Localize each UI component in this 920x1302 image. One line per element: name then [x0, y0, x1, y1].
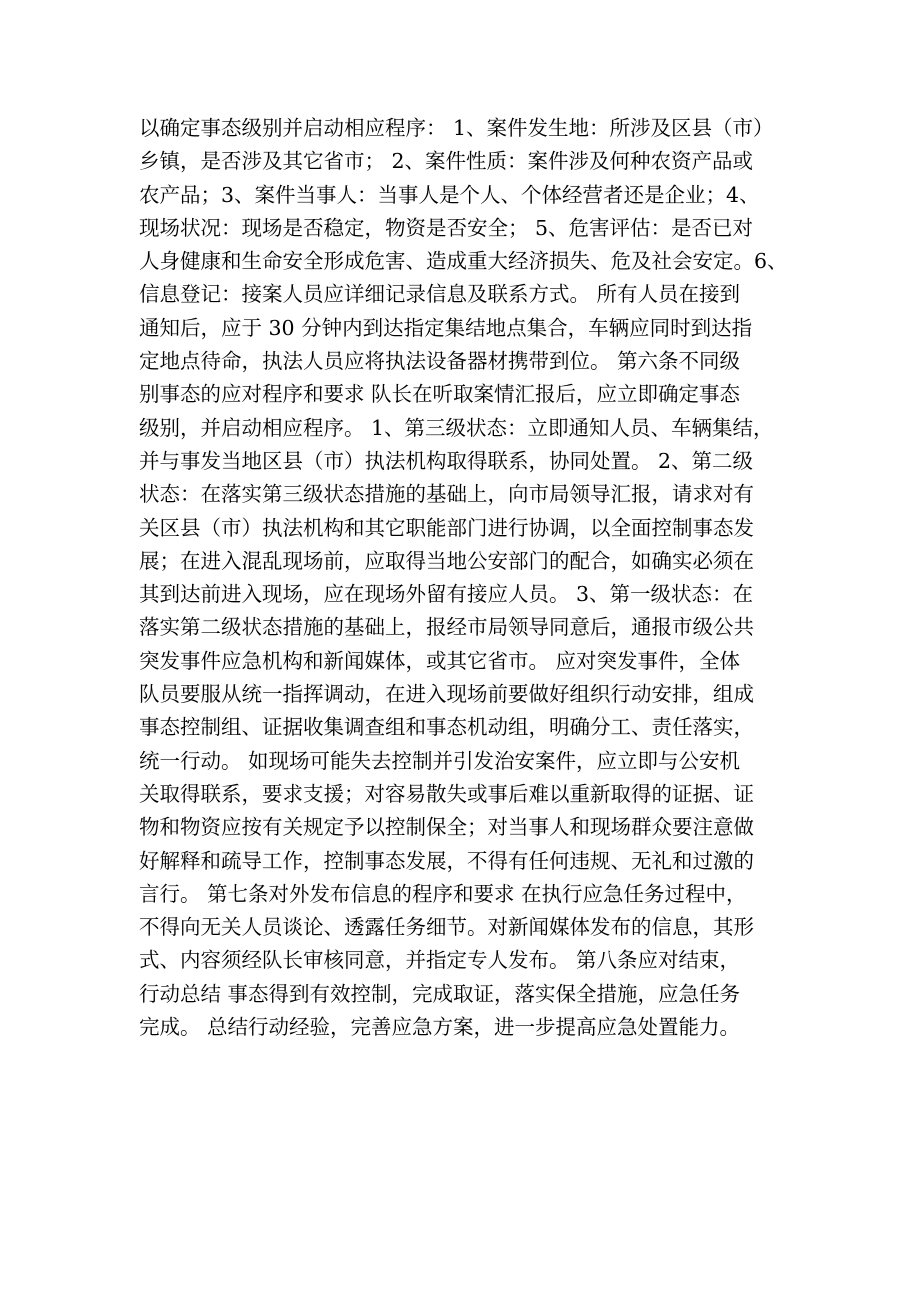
- text-line: 物和物资应按有关规定予以控制保全；对当事人和现场群众要注意做: [139, 815, 754, 840]
- text-line: 队员要服从统一指挥调动，在进入现场前要做好组织行动安排，组成: [139, 682, 754, 707]
- text-line: 通知后，应于 30 分钟内到达指定集结地点集合，车辆应同时到达指: [139, 315, 753, 340]
- text-line: 行动总结 事态得到有效控制，完成取证，落实保全措施，应急任务: [139, 981, 741, 1006]
- text-line: 落实第二级状态措施的基础上，报经市局领导同意后，通报市级公共: [139, 615, 754, 640]
- text-line: 展；在进入混乱现场前，应取得当地公安部门的配合，如确实必须在: [139, 548, 754, 573]
- text-line: 突发事件应急机构和新闻媒体，或其它省市。 应对突发事件，全体: [139, 648, 741, 673]
- text-line: 统一行动。 如现场可能失去控制并引发治安案件，应立即与公安机: [139, 748, 741, 773]
- text-line: 定地点待命，执法人员应将执法设备器材携带到位。 第六条不同级: [139, 349, 741, 374]
- text-line: 完成。 总结行动经验，完善应急方案，进一步提高应急处置能力。: [139, 1015, 741, 1040]
- text-line: 事态控制组、证据收集调查组和事态机动组，明确分工、责任落实，: [139, 715, 754, 740]
- text-line: 不得向无关人员谈论、透露任务细节。对新闻媒体发布的信息，其形: [139, 915, 754, 940]
- text-line: 关区县（市）执法机构和其它职能部门进行协调，以全面控制事态发: [139, 515, 754, 540]
- text-line: 状态：在落实第三级状态措施的基础上，向市局领导汇报，请求对有: [139, 482, 754, 507]
- text-line: 信息登记：接案人员应详细记录信息及联系方式。 所有人员在接到: [139, 282, 741, 307]
- text-line: 人身健康和生命安全形成危害、造成重大经济损失、危及社会安定。6、: [139, 249, 788, 274]
- text-line: 关取得联系，要求支援；对容易散失或事后难以重新取得的证据、证: [139, 781, 754, 806]
- text-line: 现场状况：现场是否稳定，物资是否安全； 5、危害评估：是否已对: [139, 215, 754, 240]
- text-line: 式、内容须经队长审核同意，并指定专人发布。 第八条应对结束，: [139, 948, 741, 973]
- text-line: 乡镇，是否涉及其它省市； 2、案件性质：案件涉及何种农资产品或: [139, 149, 754, 174]
- text-line: 其到达前进入现场，应在现场外留有接应人员。 3、第一级状态：在: [139, 582, 754, 607]
- text-line: 言行。 第七条对外发布信息的程序和要求 在执行应急任务过程中，: [139, 881, 747, 906]
- text-line: 农产品；3、案件当事人：当事人是个人、个体经营者还是企业；4、: [139, 182, 760, 207]
- body-text: [139, 112, 799, 1044]
- text-line: 别事态的应对程序和要求 队长在听取案情汇报后，应立即确定事态: [139, 382, 741, 407]
- text-line: 以确定事态级别并启动相应程序： 1、案件发生地：所涉及区县（市）: [139, 116, 774, 140]
- text-line: 好解释和疏导工作，控制事态发展，不得有任何违规、无礼和过激的: [139, 848, 754, 873]
- text-line: 级别，并启动相应程序。 1、第三级状态：立即通知人员、车辆集结，: [139, 415, 774, 440]
- text-line: 并与事发当地区县（市）执法机构取得联系，协同处置。 2、第二级: [139, 448, 754, 473]
